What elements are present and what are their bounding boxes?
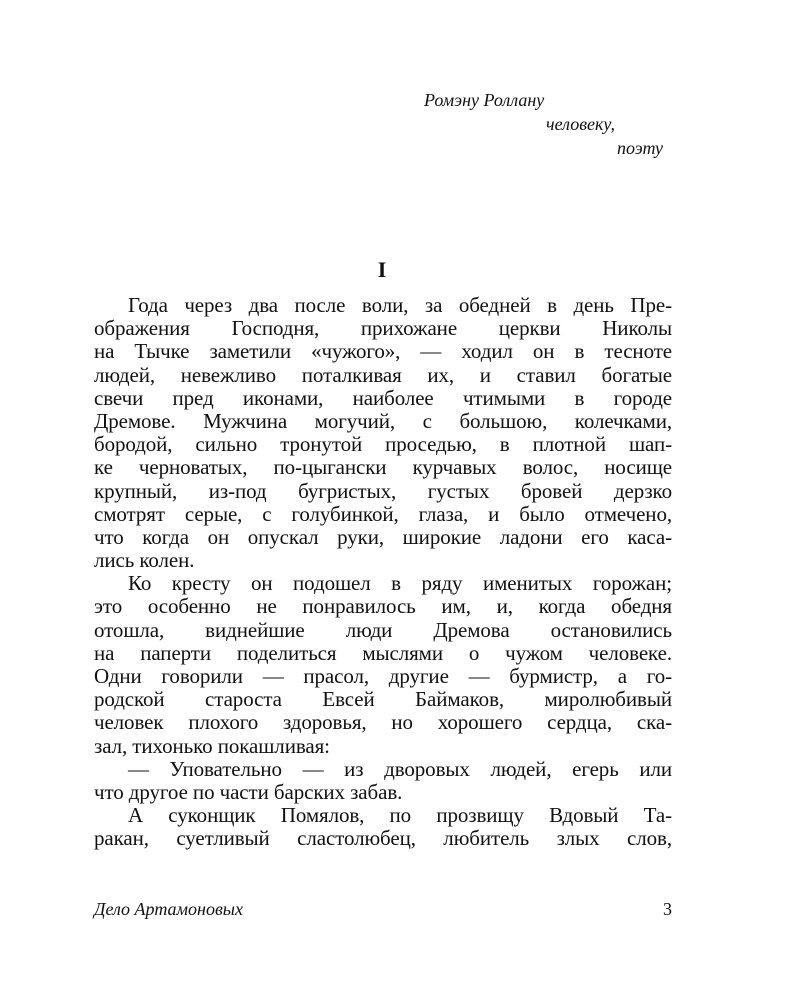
running-title: Дело Артамоновых [94,899,243,919]
text-line: Дремове. Мужчина могучий, с большою, колечками, [94,408,672,433]
text-line: Года через два после воли, за обедней в день Пре- [128,293,672,317]
chapter-heading: I [377,257,387,282]
text-line: лись колен. [94,548,195,573]
body-text [94,294,672,851]
text-line: крупный, из-под бугристых, густых бровей дерзко [94,478,672,503]
text-line: Ко кресту он подошел в ряду именитых горожан; [128,571,672,596]
text-line: родской староста Евсей Баймаков, миролюбивый [94,687,672,712]
text-line: человек плохого здоровья, но хорошего сердца, ска- [94,710,672,735]
text-line: свечи пред иконами, наиболее чтимыми в городе [94,385,672,410]
text-line: А суконщик Помялов, по прозвищу Вдовый Та- [128,803,672,828]
text-line: бородой, сильно тронутой проседью, в плотной шап- [94,432,672,457]
text-line: — Уповательно — из дворовых людей, егерь или [128,756,672,781]
text-line: смотрят серые, с голубинкой, глаза, и было отмечено, [94,501,672,526]
text-line: что другое по части барских забав. [94,779,403,804]
text-line: что когда он опускал руки, широкие ладони его каса- [94,524,672,549]
text-line: людей, невежливо поталкивая их, и ставил богатые [94,362,672,387]
text-line: Одни говорили — прасол, другие — бурмистр, а го- [94,664,672,688]
page-number: 3 [663,899,672,919]
text-line: ке черноватых, по-цыгански курчавых волос, носище [94,455,672,480]
text-line: на паперти поделиться мыслями о чужом человеке. [94,640,672,665]
epigraph-line: Ромэну Роллану [424,90,545,110]
text-line: ракан, суетливый сластолюбец, любитель злых слов, [94,826,672,851]
epigraph-line: поэту [617,138,664,158]
text-line: это особенно не понравилось им, и, когда обедня [94,594,672,619]
epigraph-line: человеку, [546,114,616,134]
text-line: отошла, виднейшие люди Дремова остановились [94,617,672,642]
text-line: на Тычке заметили «чужого», — ходил он в тесноте [94,339,672,364]
text-line: ображения Господня, прихожане церкви Николы [94,316,672,341]
text-line: зал, тихонько покашливая: [94,733,330,758]
page-footer [94,897,672,921]
